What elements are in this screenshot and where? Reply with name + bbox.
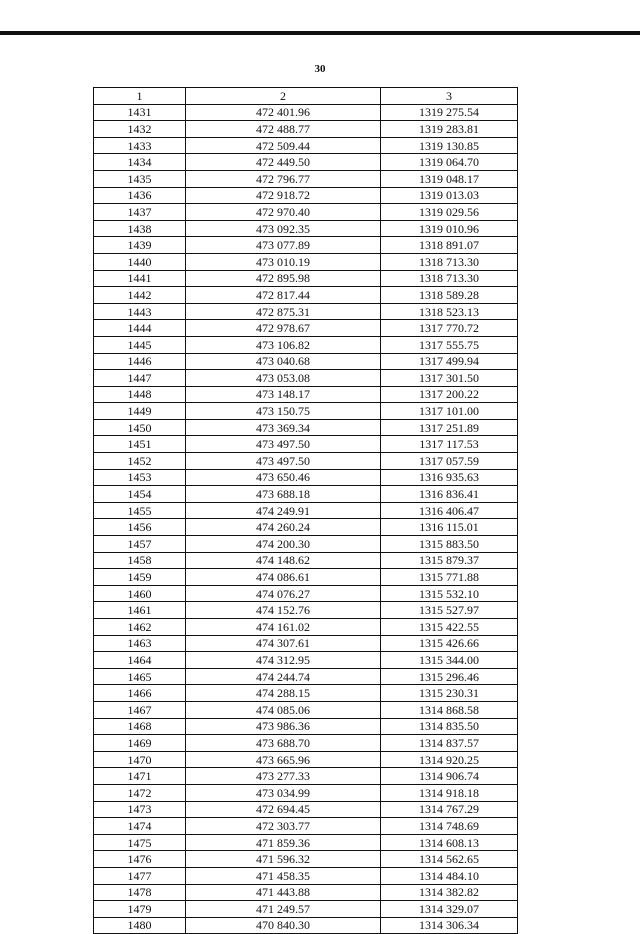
y-coordinate-cell: 1316 836.41 [381,486,518,503]
table-row [94,784,518,801]
table-row [94,104,518,121]
table-row [94,403,518,420]
table-row [94,818,518,835]
coordinates-table [93,87,518,934]
x-coordinate-cell: 472 509.44 [186,137,381,154]
x-coordinate-cell: 473 053.08 [186,370,381,387]
y-coordinate-cell: 1318 713.30 [381,270,518,287]
y-coordinate-cell: 1319 048.17 [381,170,518,187]
point-number-cell: 1477 [94,867,186,884]
table-row [94,536,518,553]
point-number-cell: 1458 [94,552,186,569]
point-number-cell: 1452 [94,453,186,470]
x-coordinate-cell: 474 244.74 [186,668,381,685]
point-number-cell: 1470 [94,751,186,768]
y-coordinate-cell: 1316 115.01 [381,519,518,536]
point-number-cell: 1448 [94,386,186,403]
point-number-cell: 1445 [94,336,186,353]
point-number-cell: 1439 [94,237,186,254]
x-coordinate-cell: 472 694.45 [186,801,381,818]
point-number-cell: 1455 [94,502,186,519]
point-number-cell: 1447 [94,370,186,387]
y-coordinate-cell: 1314 748.69 [381,818,518,835]
point-number-cell: 1466 [94,685,186,702]
y-coordinate-cell: 1318 589.28 [381,287,518,304]
x-coordinate-cell: 473 497.50 [186,436,381,453]
x-coordinate-cell: 472 875.31 [186,303,381,320]
point-number-cell: 1446 [94,353,186,370]
table-row [94,519,518,536]
point-number-cell: 1456 [94,519,186,536]
table-row [94,419,518,436]
table-row [94,718,518,735]
table-header-row [94,88,518,105]
y-coordinate-cell: 1317 555.75 [381,336,518,353]
x-coordinate-cell: 473 688.70 [186,735,381,752]
point-number-cell: 1453 [94,469,186,486]
point-number-cell: 1433 [94,137,186,154]
x-coordinate-cell: 471 458.35 [186,867,381,884]
y-coordinate-cell: 1317 117.53 [381,436,518,453]
y-coordinate-cell: 1319 130.85 [381,137,518,154]
point-number-cell: 1454 [94,486,186,503]
table-row [94,585,518,602]
table-row [94,137,518,154]
table-row [94,602,518,619]
table-row [94,303,518,320]
y-coordinate-cell: 1316 406.47 [381,502,518,519]
table-row [94,851,518,868]
y-coordinate-cell: 1317 770.72 [381,320,518,337]
point-number-cell: 1462 [94,619,186,636]
point-number-cell: 1467 [94,701,186,718]
point-number-cell: 1474 [94,818,186,835]
x-coordinate-cell: 472 918.72 [186,187,381,204]
y-coordinate-cell: 1314 562.65 [381,851,518,868]
y-coordinate-cell: 1318 523.13 [381,303,518,320]
y-coordinate-cell: 1314 382.82 [381,884,518,901]
x-coordinate-cell: 473 150.75 [186,403,381,420]
x-coordinate-cell: 474 085.06 [186,701,381,718]
point-number-cell: 1476 [94,851,186,868]
x-coordinate-cell: 471 443.88 [186,884,381,901]
point-number-cell: 1457 [94,536,186,553]
table-row [94,353,518,370]
x-coordinate-cell: 472 303.77 [186,818,381,835]
y-coordinate-cell: 1319 013.03 [381,187,518,204]
y-coordinate-cell: 1317 301.50 [381,370,518,387]
point-number-cell: 1465 [94,668,186,685]
y-coordinate-cell: 1314 484.10 [381,867,518,884]
point-number-cell: 1436 [94,187,186,204]
y-coordinate-cell: 1319 283.81 [381,121,518,138]
y-coordinate-cell: 1317 101.00 [381,403,518,420]
table-row [94,320,518,337]
table-row [94,453,518,470]
table-row [94,552,518,569]
table-row [94,569,518,586]
table-row [94,154,518,171]
table-row [94,901,518,918]
y-coordinate-cell: 1319 010.96 [381,220,518,237]
x-coordinate-cell: 474 260.24 [186,519,381,536]
x-coordinate-cell: 474 152.76 [186,602,381,619]
y-coordinate-cell: 1314 906.74 [381,768,518,785]
table-row [94,170,518,187]
column-header-2: 2 [186,88,381,105]
y-coordinate-cell: 1315 771.88 [381,569,518,586]
table-row [94,751,518,768]
y-coordinate-cell: 1315 527.97 [381,602,518,619]
table-row [94,253,518,270]
point-number-cell: 1443 [94,303,186,320]
point-number-cell: 1459 [94,569,186,586]
y-coordinate-cell: 1317 200.22 [381,386,518,403]
page-number: 30 [314,63,326,75]
y-coordinate-cell: 1315 230.31 [381,685,518,702]
x-coordinate-cell: 474 288.15 [186,685,381,702]
x-coordinate-cell: 474 200.30 [186,536,381,553]
x-coordinate-cell: 473 650.46 [186,469,381,486]
x-coordinate-cell: 472 817.44 [186,287,381,304]
y-coordinate-cell: 1319 275.54 [381,104,518,121]
table-row [94,801,518,818]
x-coordinate-cell: 471 596.32 [186,851,381,868]
y-coordinate-cell: 1315 296.46 [381,668,518,685]
y-coordinate-cell: 1314 767.29 [381,801,518,818]
point-number-cell: 1450 [94,419,186,436]
x-coordinate-cell: 474 086.61 [186,569,381,586]
x-coordinate-cell: 473 106.82 [186,336,381,353]
table-row [94,619,518,636]
y-coordinate-cell: 1317 499.94 [381,353,518,370]
point-number-cell: 1464 [94,652,186,669]
y-coordinate-cell: 1314 608.13 [381,834,518,851]
y-coordinate-cell: 1319 064.70 [381,154,518,171]
x-coordinate-cell: 473 986.36 [186,718,381,735]
table-body [94,104,518,934]
point-number-cell: 1461 [94,602,186,619]
point-number-cell: 1479 [94,901,186,918]
y-coordinate-cell: 1314 920.25 [381,751,518,768]
point-number-cell: 1472 [94,784,186,801]
point-number-cell: 1437 [94,204,186,221]
x-coordinate-cell: 473 497.50 [186,453,381,470]
x-coordinate-cell: 473 369.34 [186,419,381,436]
table-row [94,917,518,934]
y-coordinate-cell: 1315 426.66 [381,635,518,652]
point-number-cell: 1434 [94,154,186,171]
table-row [94,685,518,702]
table-row [94,668,518,685]
y-coordinate-cell: 1317 057.59 [381,453,518,470]
point-number-cell: 1440 [94,253,186,270]
table-row [94,768,518,785]
point-number-cell: 1478 [94,884,186,901]
table-row [94,436,518,453]
point-number-cell: 1431 [94,104,186,121]
x-coordinate-cell: 472 796.77 [186,170,381,187]
point-number-cell: 1468 [94,718,186,735]
y-coordinate-cell: 1314 837.57 [381,735,518,752]
x-coordinate-cell: 472 488.77 [186,121,381,138]
table-row [94,287,518,304]
table-row [94,469,518,486]
table-row [94,121,518,138]
y-coordinate-cell: 1315 883.50 [381,536,518,553]
x-coordinate-cell: 473 665.96 [186,751,381,768]
y-coordinate-cell: 1314 918.18 [381,784,518,801]
table-row [94,867,518,884]
y-coordinate-cell: 1315 879.37 [381,552,518,569]
y-coordinate-cell: 1319 029.56 [381,204,518,221]
table-row [94,237,518,254]
x-coordinate-cell: 473 040.68 [186,353,381,370]
x-coordinate-cell: 473 688.18 [186,486,381,503]
y-coordinate-cell: 1314 306.34 [381,917,518,934]
table-row [94,652,518,669]
x-coordinate-cell: 473 277.33 [186,768,381,785]
table-row [94,370,518,387]
table-row [94,884,518,901]
table-row [94,204,518,221]
x-coordinate-cell: 470 840.30 [186,917,381,934]
table-row [94,502,518,519]
table-row [94,701,518,718]
y-coordinate-cell: 1317 251.89 [381,419,518,436]
point-number-cell: 1471 [94,768,186,785]
column-header-3: 3 [381,88,518,105]
table-row [94,187,518,204]
x-coordinate-cell: 474 076.27 [186,585,381,602]
x-coordinate-cell: 472 970.40 [186,204,381,221]
x-coordinate-cell: 474 161.02 [186,619,381,636]
table-row [94,336,518,353]
x-coordinate-cell: 473 092.35 [186,220,381,237]
top-rule [0,31,640,35]
x-coordinate-cell: 474 307.61 [186,635,381,652]
x-coordinate-cell: 473 010.19 [186,253,381,270]
column-header-1: 1 [94,88,186,105]
x-coordinate-cell: 472 895.98 [186,270,381,287]
point-number-cell: 1460 [94,585,186,602]
table-row [94,635,518,652]
point-number-cell: 1441 [94,270,186,287]
x-coordinate-cell: 472 449.50 [186,154,381,171]
point-number-cell: 1480 [94,917,186,934]
point-number-cell: 1451 [94,436,186,453]
table-row [94,270,518,287]
x-coordinate-cell: 472 401.96 [186,104,381,121]
point-number-cell: 1444 [94,320,186,337]
x-coordinate-cell: 472 978.67 [186,320,381,337]
x-coordinate-cell: 473 148.17 [186,386,381,403]
x-coordinate-cell: 474 148.62 [186,552,381,569]
point-number-cell: 1438 [94,220,186,237]
y-coordinate-cell: 1315 422.55 [381,619,518,636]
y-coordinate-cell: 1318 713.30 [381,253,518,270]
x-coordinate-cell: 474 312.95 [186,652,381,669]
y-coordinate-cell: 1318 891.07 [381,237,518,254]
table-row [94,486,518,503]
table-row [94,735,518,752]
point-number-cell: 1463 [94,635,186,652]
point-number-cell: 1475 [94,834,186,851]
x-coordinate-cell: 473 077.89 [186,237,381,254]
table-row [94,220,518,237]
point-number-cell: 1442 [94,287,186,304]
point-number-cell: 1435 [94,170,186,187]
x-coordinate-cell: 473 034.99 [186,784,381,801]
x-coordinate-cell: 471 859.36 [186,834,381,851]
x-coordinate-cell: 471 249.57 [186,901,381,918]
point-number-cell: 1449 [94,403,186,420]
y-coordinate-cell: 1314 835.50 [381,718,518,735]
y-coordinate-cell: 1315 344.00 [381,652,518,669]
y-coordinate-cell: 1314 329.07 [381,901,518,918]
y-coordinate-cell: 1315 532.10 [381,585,518,602]
table-row [94,386,518,403]
table-row [94,834,518,851]
point-number-cell: 1432 [94,121,186,138]
x-coordinate-cell: 474 249.91 [186,502,381,519]
y-coordinate-cell: 1314 868.58 [381,701,518,718]
point-number-cell: 1473 [94,801,186,818]
y-coordinate-cell: 1316 935.63 [381,469,518,486]
point-number-cell: 1469 [94,735,186,752]
